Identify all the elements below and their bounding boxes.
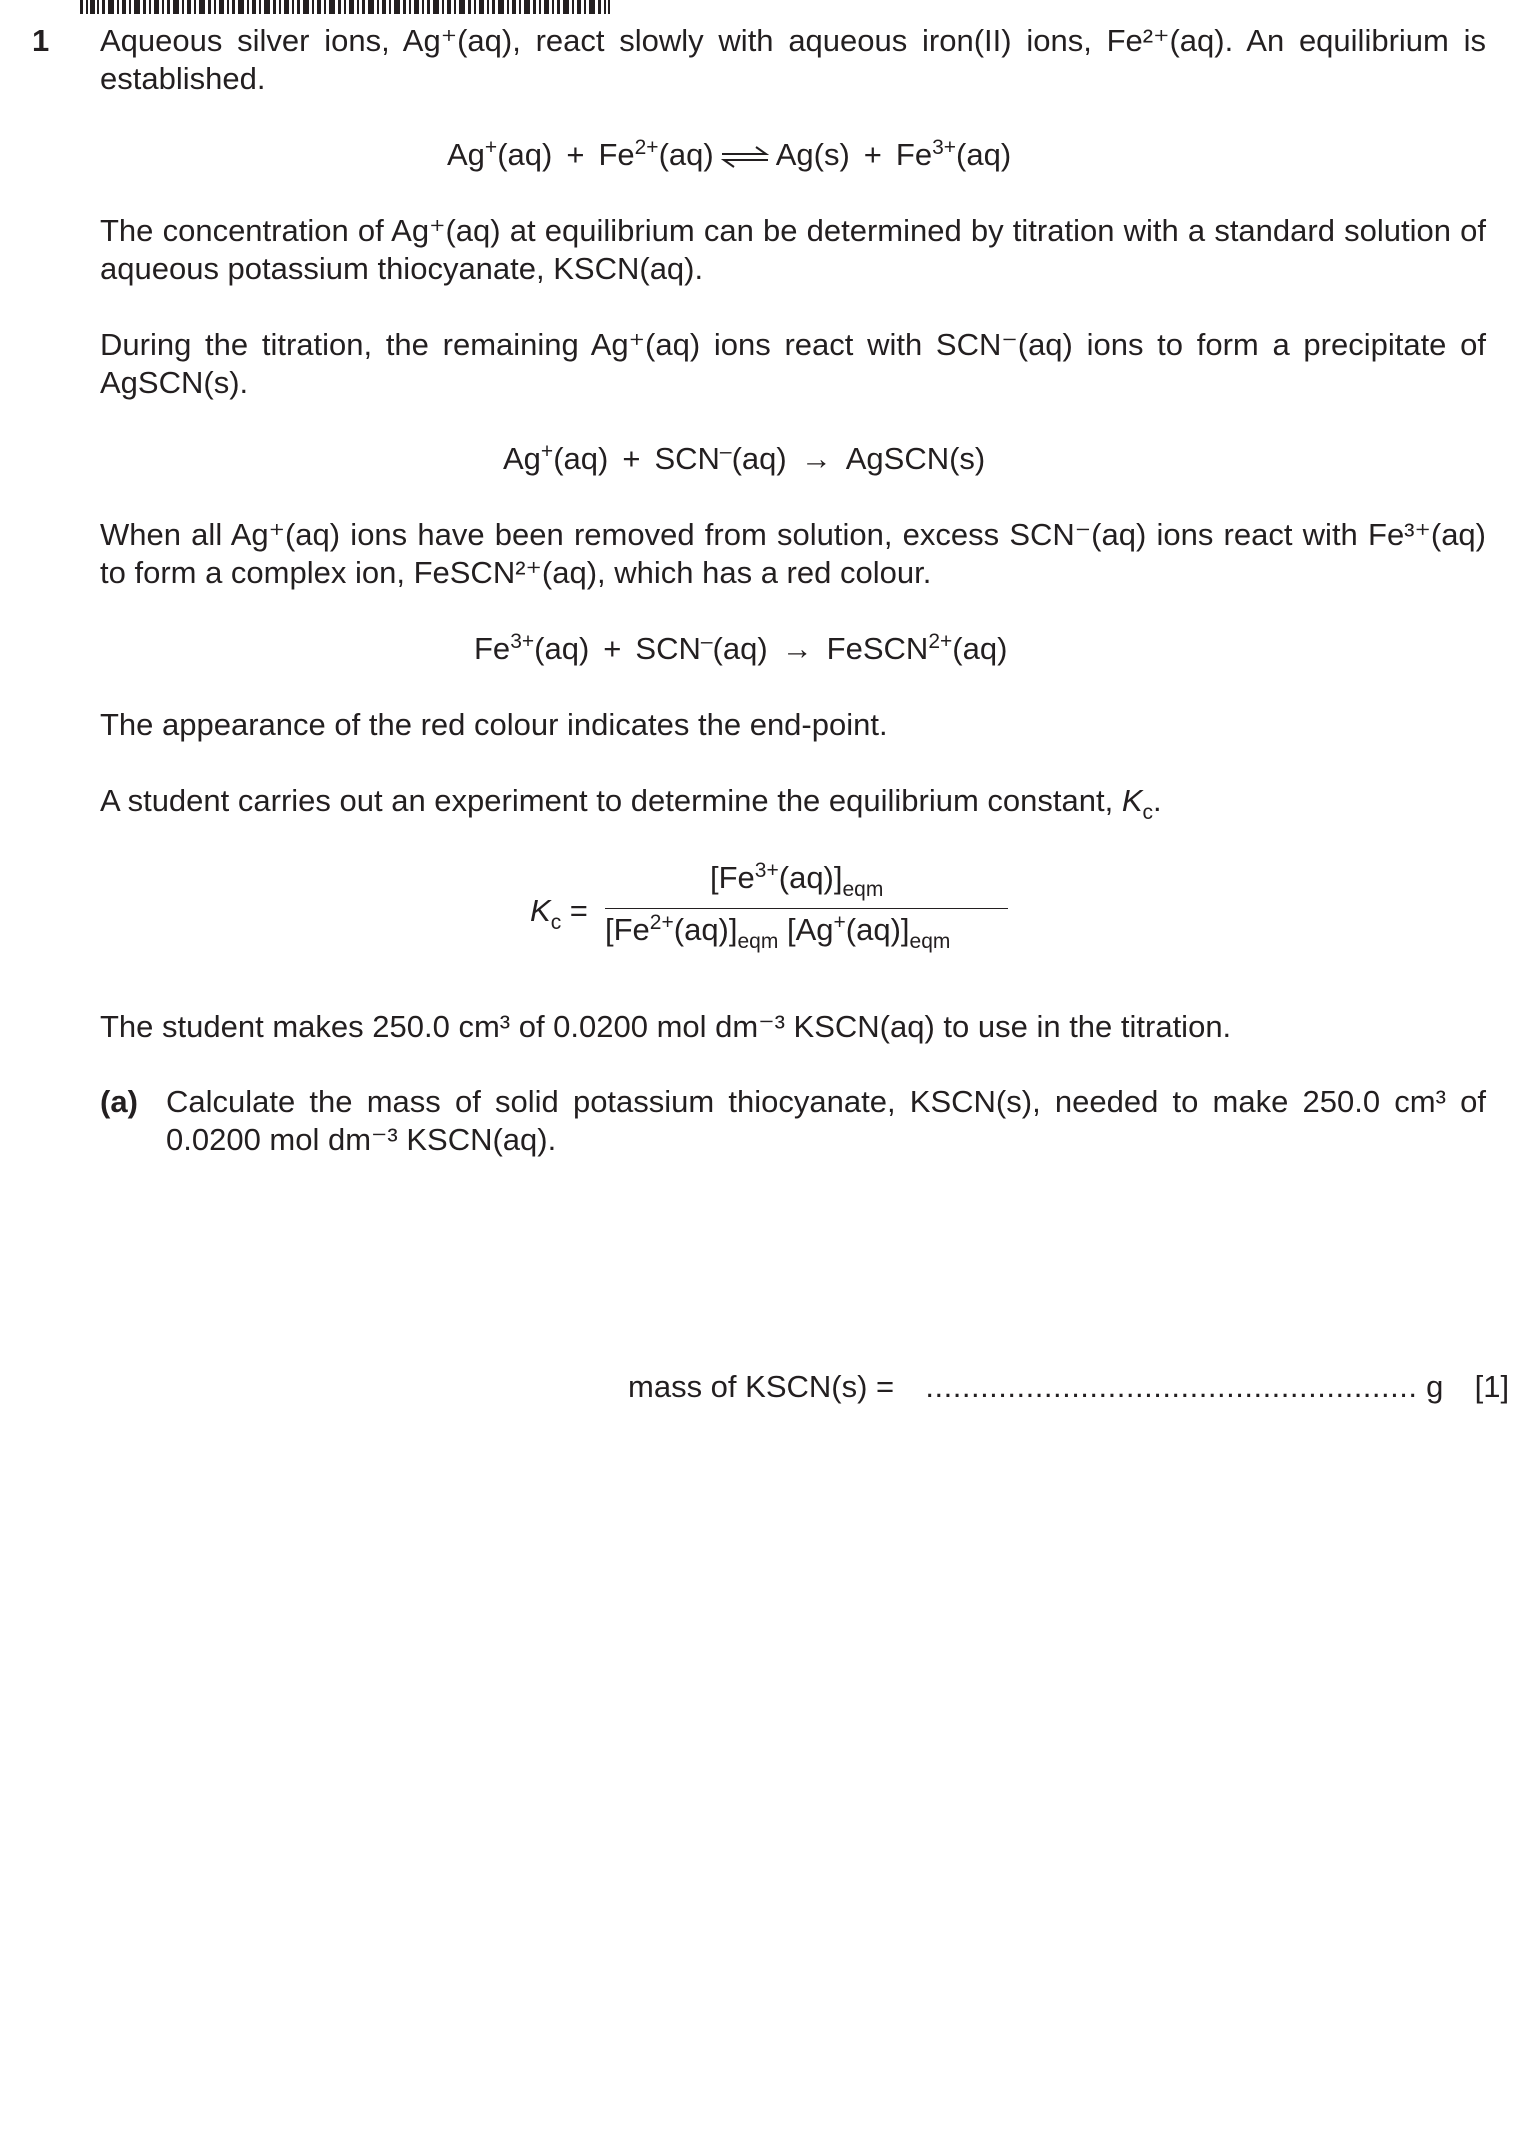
intro-paragraph-6: [100, 782, 1486, 824]
intro-paragraph-7: The student makes 250.0 cm³ of 0.0200 mol dm⁻³ KSCN(aq) to use in the titration.: [100, 1009, 1232, 1044]
question-number: 1: [32, 23, 50, 58]
p6-post: .: [1153, 783, 1162, 818]
kc-expression: [530, 860, 1010, 970]
part-a-label: (a): [100, 1084, 138, 1119]
equation-equilibrium: $Ag^+(aq) + Fe^{2+}(aq) Ag(s) + Fe^{3+}(aq)$: [447, 136, 1012, 172]
barcode: [80, 0, 610, 14]
fraction-line: [605, 908, 1008, 909]
intro-paragraph-4: When all Ag⁺(aq) ions have been removed from solution, excess SCN⁻(aq) ions react with Fe³⁺(aq) to form a complex ion, FeSCN²⁺(aq), which has a red colour.: [100, 517, 1486, 590]
answer-unit: g: [1426, 1369, 1444, 1404]
intro-paragraph-5: The appearance of the red colour indicates the end-point.: [100, 707, 888, 742]
kc-denominator: $[Fe^{2+}(aq)]_{eqm}$ $[Ag^+(aq)]_{eqm}$: [605, 911, 951, 953]
equation-complex: $Fe^{3+}(aq) + SCN^-(aq)$ → FeSCN$^{2+}$(aq): [474, 630, 1008, 666]
intro-paragraph-2: The concentration of Ag⁺(aq) at equilibrium can be determined by titration with a standard solution of aqueous potassium thiocyanate, KSCN(aq).: [100, 213, 1486, 286]
kc-symbol: K: [1121, 783, 1143, 818]
intro-paragraph-1: Aqueous silver ions, Ag⁺(aq), react slowly with aqueous iron(II) ions, Fe²⁺(aq). An equilibrium is established.: [100, 23, 1486, 96]
kc-label: $K_c$ =: [530, 893, 588, 934]
part-a-text: Calculate the mass of solid potassium thiocyanate, KSCN(s), needed to make 250.0 cm³ of 0.0200 mol dm⁻³ KSCN(aq).: [166, 1084, 1486, 1157]
p6-pre: A student carries out an experiment to determine the equilibrium constant,: [100, 783, 1122, 818]
marks-label: [1]: [1474, 1369, 1510, 1404]
intro-paragraph-3: During the titration, the remaining Ag⁺(aq) ions react with SCN⁻(aq) ions to form a precipitate of AgSCN(s).: [100, 327, 1486, 400]
answer-input-line[interactable]: ......................................................: [925, 1369, 1418, 1404]
kc-numerator: $[Fe^{3+}(aq)]_{eqm}$: [710, 859, 884, 901]
equation-precipitation: Ag+(aq) + SCN–(aq) → AgSCN(s): [503, 440, 986, 476]
equilibrium-arrow-icon: [720, 146, 770, 168]
kc-subscript: c: [1142, 801, 1154, 824]
answer-line: [628, 1368, 1509, 1406]
answer-label: mass of KSCN(s) =: [628, 1369, 895, 1404]
